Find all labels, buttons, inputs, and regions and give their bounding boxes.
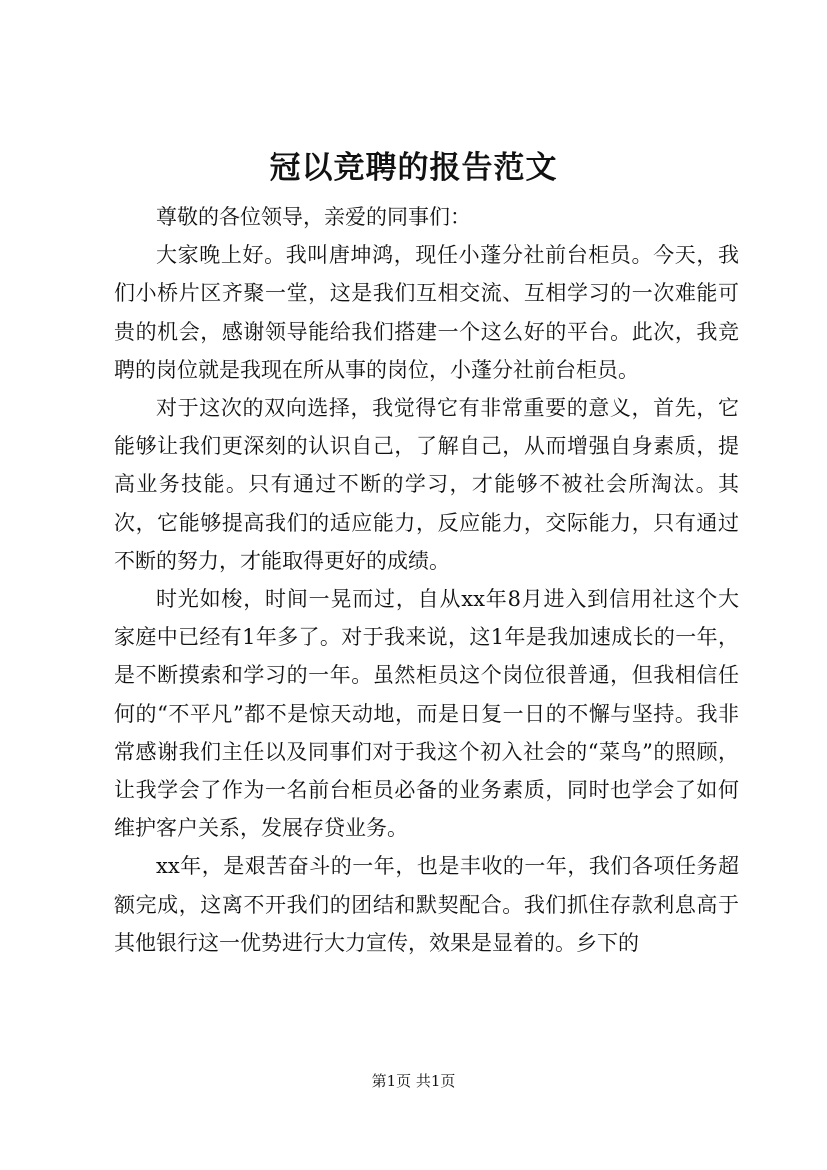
page-footer: 第1页 共1页 [371, 1072, 456, 1090]
document-body [114, 198, 739, 962]
salutation-paragraph: 尊敬的各位领导，亲爱的同事们： [156, 205, 471, 229]
document-title: 冠以竞聘的报告范文 [269, 150, 558, 186]
body-paragraph: 对于这次的双向选择，我觉得它有非常重要的意义，首先，它能够让我们更深刻的认识自己，了解自己，从而增强自身素质，提高业务技能。只有通过不断的学习，才能够不被社会所淘汰。其次，它能够提高我们的适应能力，反应能力，交际能力，只有通过不断的努力，才能取得更好的成绩。 [114, 396, 739, 573]
body-paragraph: 时光如梭，时间一晃而过，自从xx年8月进入到信用社这个大家庭中已经有1年多了。对于我来说，这1年是我加速成长的一年，是不断摸索和学习的一年。虽然柜员这个岗位很普通，但我相信任何的“不平凡”都不是惊天动地，而是日复一日的不懈与坚持。我非常感谢我们主任以及同事们对于我这个初入社会的“菜鸟”的照顾，让我学会了作为一名前台柜员必备的业务素质，同时也学会了如何维护客户关系，发展存贷业务。 [114, 587, 739, 841]
body-paragraph: 大家晚上好。我叫唐坤鸿，现任小蓬分社前台柜员。今天，我们小桥片区齐聚一堂，这是我们互相交流、互相学习的一次难能可贵的机会，感谢领导能给我们搭建一个这么好的平台。此次，我竞聘的岗位就是我现在所从事的岗位，小蓬分社前台柜员。 [114, 243, 739, 382]
body-paragraph: xx年，是艰苦奋斗的一年，也是丰收的一年，我们各项任务超额完成，这离不开我们的团结和默契配合。我们抓住存款利息高于其他银行这一优势进行大力宣传，效果是显着的。乡下的 [114, 854, 739, 955]
